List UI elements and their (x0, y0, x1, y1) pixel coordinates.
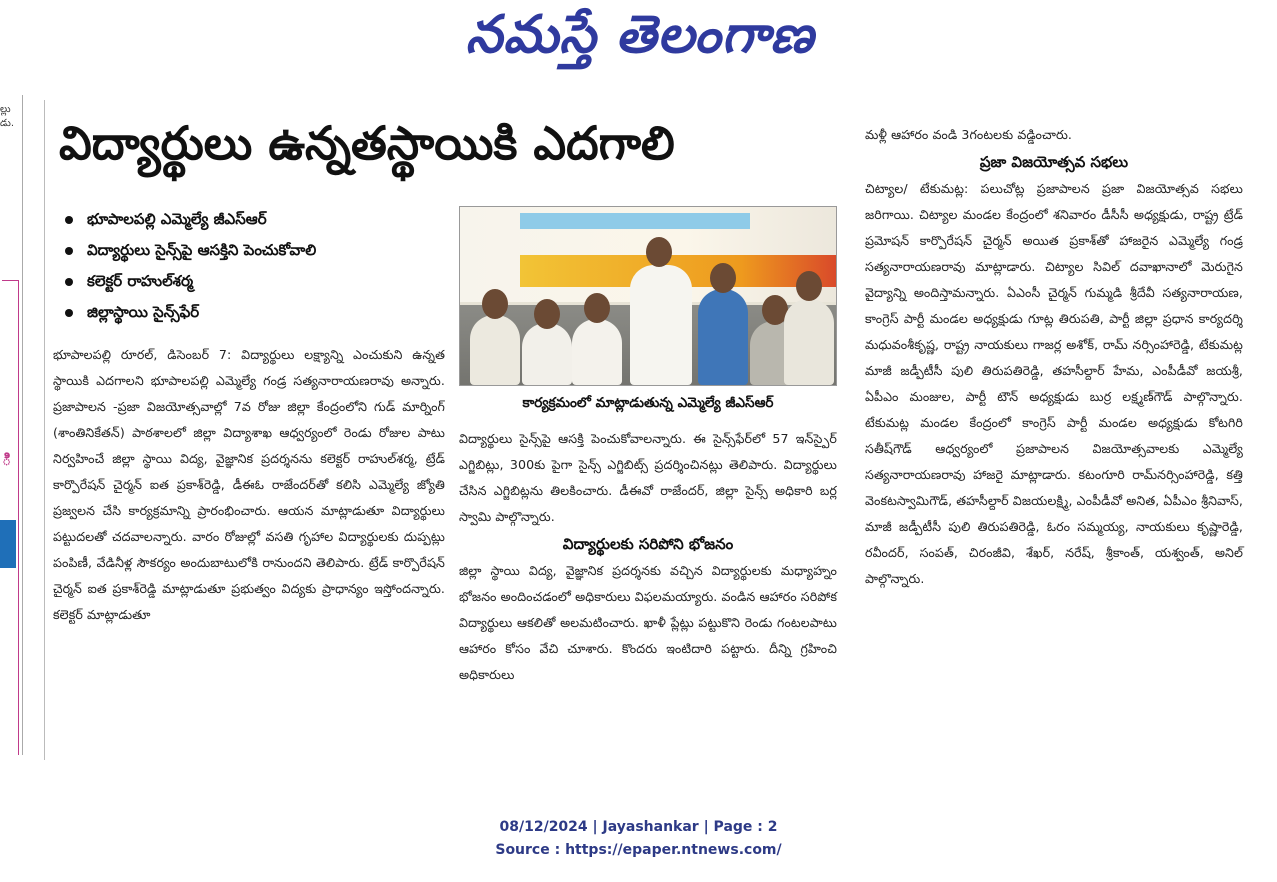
highlight-bullets (57, 204, 447, 328)
adjacent-frame (2, 280, 19, 755)
bullet-item: కలెక్టర్ రాహుల్‌శర్మ (57, 266, 447, 297)
speaker-figure (630, 265, 692, 385)
article-headline: విద్యార్థులు ఉన్నతస్థాయికి ఎదగాలి (59, 116, 675, 170)
article-column-1 (53, 342, 445, 628)
person-figure (470, 315, 520, 385)
person-figure (522, 323, 572, 385)
photo-caption: కార్యక్రమంలో మాట్లాడుతున్న ఎమ్మెల్యే జీఎస్ఆర్ (522, 395, 774, 411)
newspaper-masthead: నమస్తే తెలంగాణ (465, 4, 815, 65)
adjacent-blue-bar (0, 520, 16, 568)
page-footer (0, 816, 1277, 862)
event-photo (459, 206, 837, 386)
fragment-1: ల్లు (0, 104, 11, 115)
banner-strip (520, 213, 750, 229)
article-column-3 (865, 122, 1243, 592)
column-2-text: విద్యార్థులు సైన్స్‌పై ఆసక్తి పెంచుకోవాలన్నారు. ఈ సైన్స్‌ఫేర్‌లో 57 ఇన్‌స్పైర్ ఎగ్జిబిట్లు, 300కు పైగా సైన్స్ ఎగ్జిబిట్స్ ప్రదర్శించినట్లు తెలిపారు. విద్యార్థులు చేసిన ఎగ్జిబిట్లను తిలకించారు. డీఈవో రాజేందర్, జిల్లా సైన్స్ అధికారి బర్ల స్వామి పాల్గొన్నారు. (459, 431, 837, 524)
column-2-subhead: విద్యార్థులకు సరిపోని భోజనం (562, 535, 734, 553)
column-1-text: భూపాలపల్లి రూరల్, డిసెంబర్ 7: విద్యార్థులు లక్ష్యాన్ని ఎంచుకుని ఉన్నత స్థాయికి ఎదగాలని భూపాలపల్లి ఎమ్మెల్యే గండ్ర సత్యనారాయణరావు అన్నారు. ప్రజాపాలన -ప్రజా విజయోత్సవాల్లో 7వ రోజు జిల్లా కేంద్రంలోని గుడ్ మార్నింగ్ (శాంతినికేతన్) పాఠశాలలో జిల్లా విద్యాశాఖ ఆధ్వర్యంలో రెండు రోజుల పాటు నిర్వహించే జిల్లా స్థాయి విద్య, వైజ్ఞానిక ప్రదర్శనను కలెక్టర్ రాహుల్‌శర్మ, ట్రేడ్ కార్పొరేషన్ చైర్మన్ ఐత ప్రకాశ్‌రెడ్డి, డీఈఓ రాజేందర్‌తో కలిసి ఎమ్మెల్యే జ్యోతి ప్రజ్వలన చేసి కార్యక్రమాన్ని ప్రారంభించారు. ఆయన మాట్లాడుతూ విద్యార్థులు పట్టుదలతో చదవాలన్నారు. వారం రోజుల్లో వసతి గృహాల విద్యార్థులకు దుప్పట్లు పంపిణీ, వేడినీళ్ల సౌకర్యం అందుబాటులోకి రానుందని తెలిపారు. ట్రేడ్ కార్పొరేషన్ చైర్మన్ ఐత ప్రకాశ్‌రెడ్డి మాట్లాడుతూ ప్రభుత్వం విద్యకు ప్రాధాన్యం ఇస్తోందన్నారు. కలెక్టర్ మాట్లాడుతూ (53, 347, 445, 622)
news-article (44, 100, 1243, 760)
column-3-subhead: ప్రజా విజయోత్సవ సభలు (979, 153, 1129, 171)
speaker-head (646, 237, 672, 267)
article-column-2 (459, 426, 837, 688)
person-figure (698, 289, 748, 385)
adjacent-text-fragment (0, 103, 14, 131)
adjacent-article-strip (0, 95, 23, 755)
adjacent-pink-glyph: ి (2, 450, 12, 469)
bullet-item: భూపాలపల్లి ఎమ్మెల్యే జీఎస్ఆర్ (57, 204, 447, 235)
person-figure (784, 299, 834, 385)
person-figure (572, 319, 622, 385)
person-head (584, 293, 610, 323)
fragment-2: డు. (0, 118, 15, 129)
person-head (482, 289, 508, 319)
edition-info: 08/12/2024 | Jayashankar | Page : 2 (499, 819, 778, 835)
bullet-item: జిల్లాస్థాయి సైన్స్‌ఫేర్ (57, 297, 447, 328)
person-head (710, 263, 736, 293)
bullet-item: విద్యార్థులు సైన్స్‌పై ఆసక్తిని పెంచుకోవాలి (57, 235, 447, 266)
person-head (534, 299, 560, 329)
column-2-text-continued: జిల్లా స్థాయి విద్య, వైజ్ఞానిక ప్రదర్శనకు వచ్చిన విద్యార్థులకు మధ్యాహ్నం భోజనం అందించడంలో అధికారులు విఫలమయ్యారు. వండిన ఆహారం సరిపోక విద్యార్థులు ఆకలితో అలమటించారు. ఖాళీ ప్లేట్లు పట్టుకొని రెండు గంటలపాటు ఆహారం కోసం వేచి చూశారు. కొందరు ఇంటిదారి పట్టారు. దీన్ని గ్రహించి అధికారులు (459, 563, 837, 682)
person-head (796, 271, 822, 301)
source-link[interactable]: Source : https://epaper.ntnews.com/ (495, 842, 782, 858)
column-3-text: మళ్లీ ఆహారం వండి 3గంటలకు వడ్డించారు. (865, 127, 1073, 142)
column-3-text-continued: చిట్యాల/ టేకుమట్ల: పలుచోట్ల ప్రజాపాలన ప్రజా విజయోత్సవ సభలు జరిగాయి. చిట్యాల మండల కేంద్రంలో శనివారం డీసీసీ అధ్యక్షుడు, రాష్ట్ర ట్రేడ్ ప్రమోషన్ కార్పొరేషన్ చైర్మన్ అయిత ప్రకాశ్‌తో హాజరైన ఎమ్మెల్యే గండ్ర సత్యనారాయణరావు మాట్లాడారు. చిట్యాల సివిల్ దవాఖానాలో మెరుగైన వైద్యాన్ని అందిస్తామన్నారు. ఏఎంసీ చైర్మన్ గుమ్మడి శ్రీదేవీ సత్యనారాయణ, కాంగ్రెస్ పార్టీ మండల అధ్యక్షుడు గూట్ల తిరుపతి, పార్టీ జిల్లా ప్రధాన కార్యదర్శి మధువంశీకృష్ణ, రాష్ట్ర నాయకులు గాజర్ల అశోక్, రామ్ నర్సింహారెడ్డి, టేకుమట్ల మాజీ జడ్పీటీసీ పులి తిరుపతిరెడ్డి, తహసీల్దార్ హేమ, ఎంపీడీవో జయశ్రీ, ఏపీఎం మంజుల, పార్టీ టౌన్ అధ్యక్షుడు బుర్ర లక్ష్మణ్‌గౌడ్ పాల్గొన్నారు. టేకుమట్ల మండల కేంద్రంలో కాంగ్రెస్ పార్టీ మండల అధ్యక్షుడు కోటగిరి సతీష్‌గౌడ్ ఆధ్వర్యంలో ప్రజాపాలన విజయోత్సవాలకు ఎమ్మెల్యే సత్యనారాయణరావు హాజరై మాట్లాడారు. కటంగూరి రామ్‌నర్సింహారెడ్డి, కత్తి వెంకటస్వామిగౌడ్, తహసీల్దార్ విజయలక్ష్మి, ఎంపీడీవో అనిత, ఏపీఎం శ్రీనివాస్, మాజీ జడ్పీటీసీ పులి తిరుపతిరెడ్డి, ఓరం సమ్మయ్య, నాయకులు కృష్ణారెడ్డి, రవీందర్, సంపత్, చిరంజీవి, శేఖర్, నరేష్, శ్రీకాంత్, యశ్వంత్, అనిల్ పాల్గొన్నారు. (865, 181, 1243, 586)
